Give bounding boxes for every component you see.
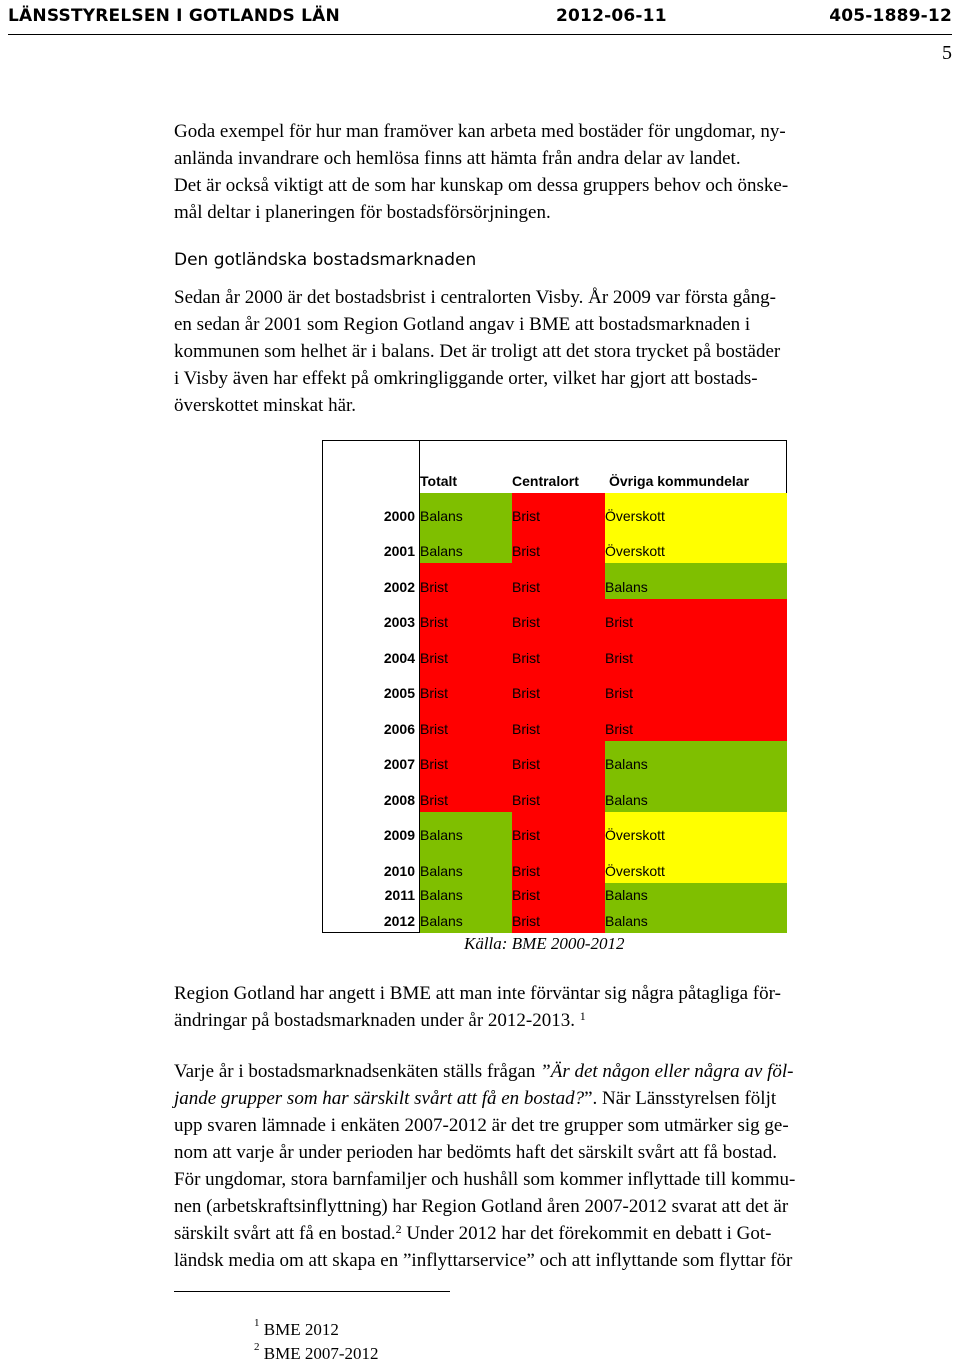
row-year: 2001 xyxy=(383,543,415,559)
status-cell: Brist xyxy=(512,907,605,933)
row-year: 2005 xyxy=(383,685,415,701)
status-cell: Balans xyxy=(605,883,787,907)
footnote-1: $^1$ BME 2012 xyxy=(254,1317,339,1339)
status-cell: Brist xyxy=(512,812,605,847)
status-cell: Brist xyxy=(420,741,512,776)
row-year: 2002 xyxy=(383,579,415,595)
status-cell: Balans xyxy=(420,812,512,847)
status-cell: Balans xyxy=(605,776,787,812)
status-cell: Brist xyxy=(420,705,512,741)
status-cell: Brist xyxy=(605,599,787,634)
status-cell: Brist xyxy=(512,705,605,741)
survey-paragraph: Varje år i bostadsmarknadsenkäten ställs frågan ”Är det någon eller några av föl- jande grupper som har särskilt svårt att få en bostad?”. När Länsstyrelsen följt upp svaren lämnade i enkäten 2007-2012 är det tre grupper som utmärker sig ge- nom att varje år under perioden har bedömts haft det särskilt svårt att få bostad. För ungdomar, stora barnfamiljer och hushåll som kommer inflyttade till kommu- nen (arbetskraftsinflyttning) har Region Gotland åren 2007-2012 svarat att det är särskilt svårt att få en bostad.$^2$ Under 2012 har det förekommit en debatt i Got- ländsk media om att skapa en ”inflyttarservice” och att inflyttande som flyttar för xyxy=(174,1061,796,1271)
status-cell: Brist xyxy=(512,634,605,670)
status-cell: Brist xyxy=(512,847,605,883)
status-cell: Överskott xyxy=(605,528,787,563)
status-cell: Brist xyxy=(512,776,605,812)
col-header-ovriga: Övriga kommundelar xyxy=(609,473,750,489)
page-header xyxy=(8,4,952,34)
row-year: 2009 xyxy=(383,827,415,843)
status-cell: Brist xyxy=(512,493,605,528)
status-cell: Balans xyxy=(420,847,512,883)
table-source: Källa: BME 2000-2012 xyxy=(464,934,625,953)
row-year: 2011 xyxy=(384,887,415,903)
header-rule xyxy=(8,34,952,35)
status-cell: Brist xyxy=(512,670,605,705)
status-cell: Brist xyxy=(512,741,605,776)
row-year: 2007 xyxy=(383,756,415,772)
page-number: 5 xyxy=(942,42,952,64)
status-cell: Brist xyxy=(605,634,787,670)
status-cell: Brist xyxy=(420,776,512,812)
status-cell: Överskott xyxy=(605,493,787,528)
section-heading: Den gotländska bostadsmarknaden xyxy=(174,250,477,270)
status-cell: Brist xyxy=(512,528,605,563)
status-cell: Brist xyxy=(420,599,512,634)
footnote-separator xyxy=(174,1291,450,1292)
section-paragraph: Sedan år 2000 är det bostadsbrist i centralorten Visby. År 2009 var första gång- en sedan år 2001 som Region Gotland angav i BME att bostadsmarknaden i kommunen som helhet är i balans. Det är troligt att det stora trycket på bostäder i Visby även har effekt på omkringliggande orter, vilket har gjort att bostads- överskottet minskat här. xyxy=(174,287,781,416)
status-cell: Balans xyxy=(605,563,787,599)
header-organization: LÄNSSTYRELSEN I GOTLANDS LÄN xyxy=(8,6,340,26)
status-cell: Brist xyxy=(512,883,605,907)
row-year: 2003 xyxy=(383,614,415,630)
status-cell: Brist xyxy=(420,563,512,599)
status-cell: Brist xyxy=(420,670,512,705)
forecast-paragraph: Region Gotland har angett i BME att man inte förväntar sig några påtagliga för- ändringar på bostadsmarknaden under år 2012-2013. $^1$ xyxy=(174,983,781,1031)
status-cell: Balans xyxy=(605,907,787,933)
status-cell: Brist xyxy=(512,563,605,599)
footnote-ref-2[interactable]: 2 xyxy=(395,1222,402,1236)
header-reference: 405-1889-12 xyxy=(829,6,952,26)
status-cell: Brist xyxy=(420,634,512,670)
status-cell: Balans xyxy=(605,741,787,776)
row-year: 2000 xyxy=(383,508,415,524)
row-year: 2008 xyxy=(383,792,415,808)
intro-paragraph: Goda exempel för hur man framöver kan arbeta med bostäder för ungdomar, ny- anlända invandrare och hemlösa finns att hämta från andra delar av landet. Det är också viktigt att de som har kunskap om dessa gruppers behov och önske- mål deltar i planeringen för bostadsförsörjningen. xyxy=(174,121,789,223)
status-cell: Balans xyxy=(420,907,512,933)
status-cell: Brist xyxy=(512,599,605,634)
status-cell: Balans xyxy=(420,883,512,907)
footnote-2: $^2$ BME 2007-2012 xyxy=(254,1341,379,1363)
row-year: 2012 xyxy=(383,913,415,929)
col-header-centralort: Centralort xyxy=(512,473,579,489)
header-date: 2012-06-11 xyxy=(556,6,667,26)
footnote-ref-1[interactable]: 1 xyxy=(579,1009,586,1023)
row-year: 2006 xyxy=(383,721,415,737)
status-cell: Balans xyxy=(420,528,512,563)
status-cell: Överskott xyxy=(605,847,787,883)
col-header-totalt: Totalt xyxy=(420,473,458,489)
status-cell: Balans xyxy=(420,493,512,528)
status-cell: Brist xyxy=(605,670,787,705)
status-cell: Brist xyxy=(605,705,787,741)
status-cell: Överskott xyxy=(605,812,787,847)
row-year: 2010 xyxy=(383,863,415,879)
row-year: 2004 xyxy=(383,650,415,666)
housing-market-table xyxy=(322,440,787,933)
